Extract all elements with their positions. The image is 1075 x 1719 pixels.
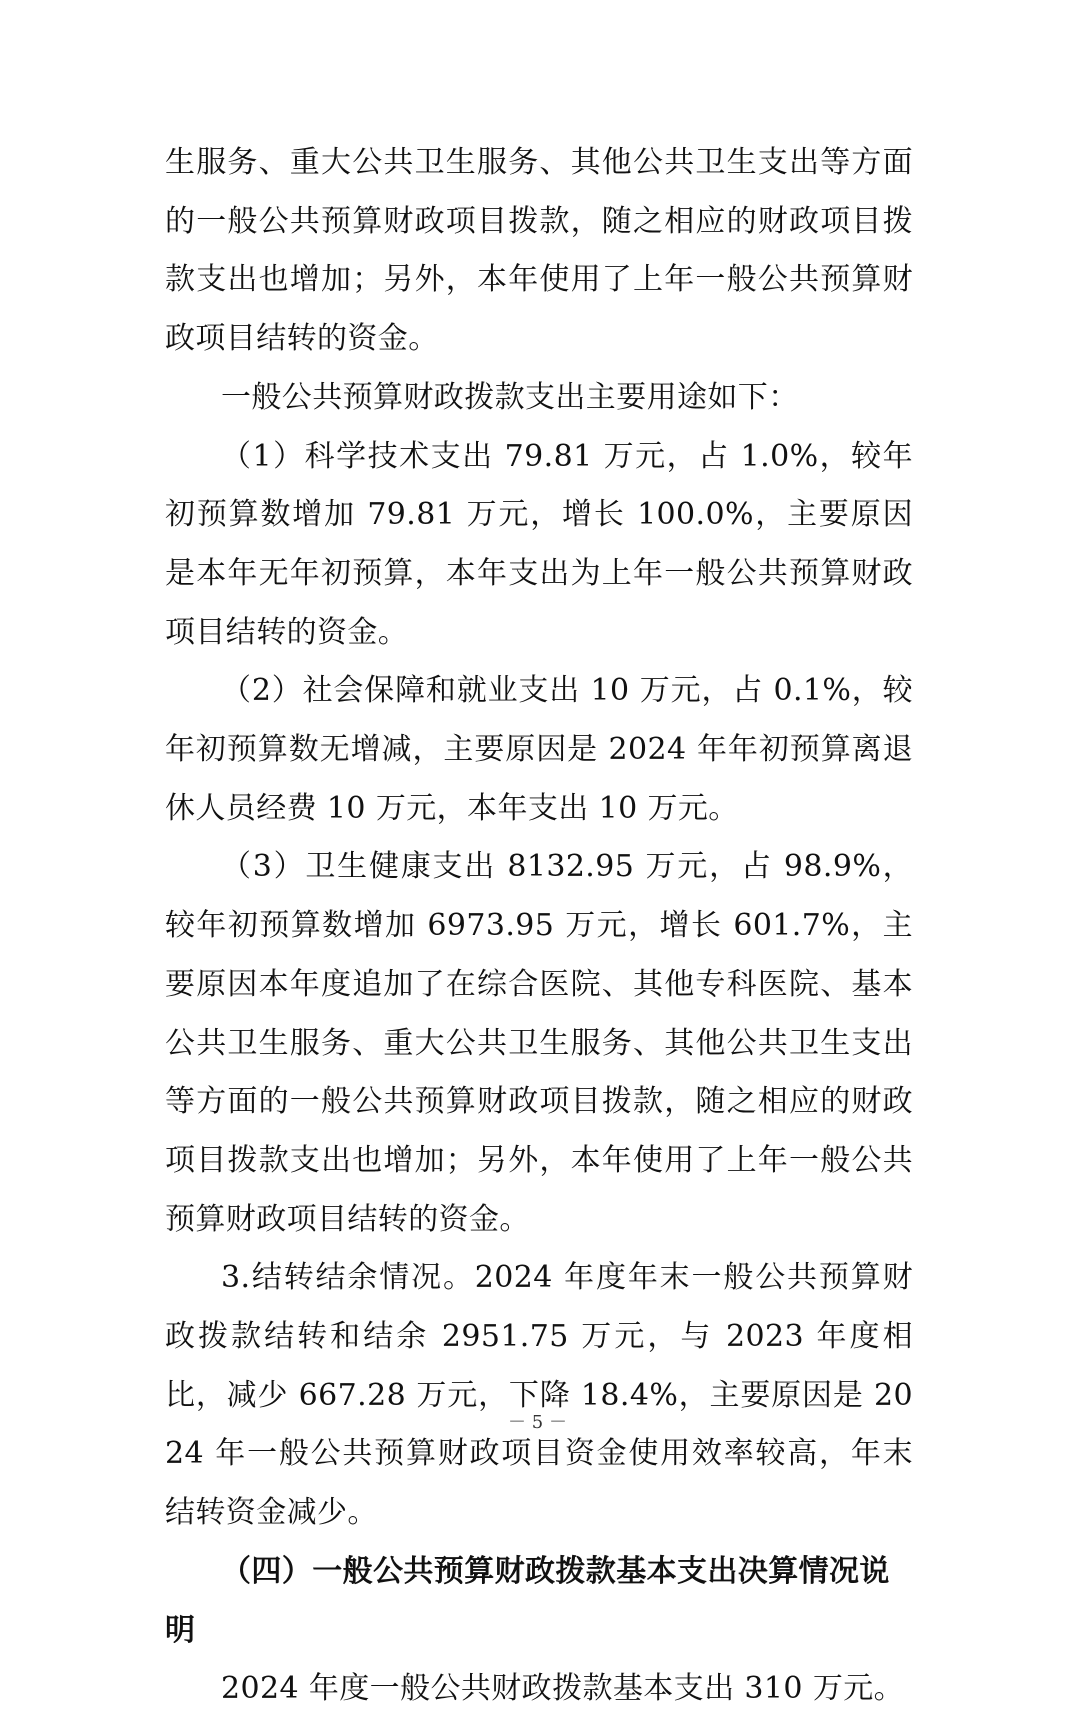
section-heading: （四）一般公共预算财政拨款基本支出决算情况说明 — [165, 1553, 890, 1648]
page-number: － 5 － — [508, 1412, 567, 1433]
paragraph-usage-intro: 一般公共预算财政拨款支出主要用途如下： — [221, 379, 799, 415]
paragraph-continuation: 生服务、重大公共卫生服务、其他公共卫生支出等方面的一般公共预算财政项目拨款，随之相应的财政项目拨款支出也增加；另外，本年使用了上年一般公共预算财政项目结转的资金。 — [165, 145, 913, 357]
paragraph-carryover: 3.结转结余情况。2024 年度年末一般公共预算财政拨款结转和结余 2951.75 万元，与 2023 年度相比，减少 667.28 万元，下降 18.4%，主要原因是 2024 年一般公共预算财政项目资金使用效率较高，年末结转资金减少。 — [165, 1260, 913, 1531]
paragraph-science-tech: （1）科学技术支出 79.81 万元，占 1.0%，较年初预算数增加 79.81 万元，增长 100.0%，主要原因是本年无年初预算，本年支出为上年一般公共预算财政项目结转的资金。 — [165, 438, 913, 650]
paragraph-social-security: （2）社会保障和就业支出 10 万元，占 0.1%，较年初预算数无增减，主要原因是 2024 年年初预算离退休人员经费 10 万元，本年支出 10 万元。 — [165, 673, 913, 826]
paragraph-health: （3）卫生健康支出 8132.95 万元，占 98.9%，较年初预算数增加 6973.95 万元，增长 601.7%，主要原因本年度追加了在综合医院、其他专科医院、基本公共卫生服务、重大公共卫生服务、其他公共卫生支出等方面的一般公共预算财政项目拨款，随之相应的财政项目拨款支出也增加；另外，本年使用了上年一般公共预算财政项目结转的资金。 — [165, 849, 913, 1237]
document-body — [165, 134, 913, 1719]
paragraph-basic-expenditure: 2024 年度一般公共财政拨款基本支出 310 万元。 — [221, 1671, 905, 1707]
